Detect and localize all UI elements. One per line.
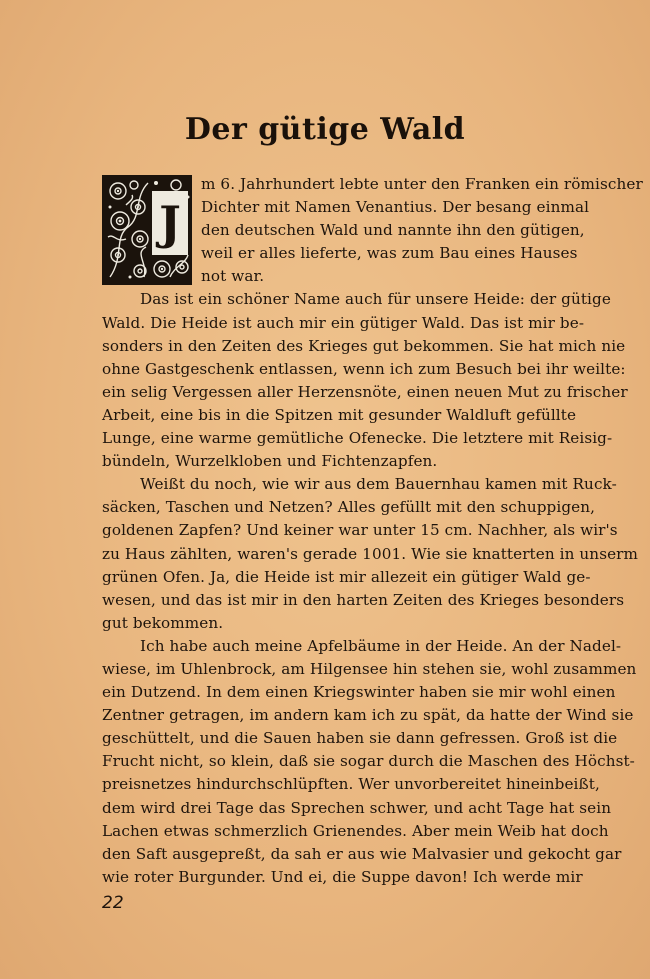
text-line: Ich habe auch meine Apfelbäume in der Heide. An der Nadel- — [140, 636, 622, 655]
text-line: Wald. Die Heide ist auch mir ein gütiger Wald. Das ist mir be- — [102, 313, 585, 332]
text-line: Lachen etwas schmerzlich Grienendes. Aber mein Weib hat doch — [102, 821, 609, 840]
text-line: wesen, und das ist mir in den harten Zeiten des Krieges besonders — [102, 590, 625, 609]
paragraph-3 — [102, 473, 650, 635]
text-line: ohne Gastgeschenk entlassen, wenn ich zum Besuch bei ihr weilte: — [102, 359, 626, 378]
text-line: sonders in den Zeiten des Krieges gut bekommen. Sie hat mich nie — [102, 336, 626, 355]
text-line: den Saft ausgepreßt, da sah er aus wie Malvasier und gekocht gar — [102, 844, 622, 863]
text-line: Weißt du noch, wie wir aus dem Bauernhau kamen mit Ruck- — [140, 475, 617, 494]
text-line: säcken, Taschen und Netzen? Alles gefüllt mit den schuppigen, — [102, 498, 596, 517]
text-line: ein Dutzend. In dem einen Kriegswinter haben sie mir wohl einen — [102, 683, 616, 702]
paragraph-1 — [102, 173, 650, 288]
text-line: bündeln, Wurzelkloben und Fichtenzapfen. — [102, 452, 438, 471]
text-line: wiese, im Uhlenbrock, am Hilgensee hin stehen sie, wohl zusammen — [102, 659, 637, 678]
drop-cap-letter: J — [152, 191, 188, 255]
body-text — [102, 173, 650, 889]
text-line: Dichter mit Namen Venantius. Der besang einmal — [201, 198, 590, 217]
text-line: grünen Ofen. Ja, die Heide ist mir allezeit ein gütiger Wald ge- — [102, 567, 591, 586]
text-line: Zentner getragen, im andern kam ich zu spät, da hatte der Wind sie — [102, 706, 634, 725]
text-line: not war. — [201, 267, 265, 286]
text-line: geschüttelt, und die Sauen haben sie dann gefressen. Groß ist die — [102, 729, 618, 748]
text-line: goldenen Zapfen? Und keiner war unter 15 cm. Nachher, als wir's — [102, 521, 618, 540]
text-line: wie roter Burgunder. Und ei, die Suppe davon! Ich werde mir — [102, 867, 583, 886]
text-line: gut bekommen. — [102, 613, 224, 632]
paragraph-2 — [102, 288, 650, 473]
text-line: dem wird drei Tage das Sprechen schwer, und acht Tage hat sein — [102, 798, 612, 817]
text-line: Arbeit, eine bis in die Spitzen mit gesunder Waldluft gefüllte — [102, 405, 577, 424]
text-line: zu Haus zählten, waren's gerade 1001. Wie sie knatterten in unserm — [102, 544, 639, 563]
text-line: weil er alles lieferte, was zum Bau eines Hauses — [201, 244, 578, 263]
text-line: ein selig Vergessen aller Herzensnöte, einen neuen Mut zu frischer — [102, 382, 628, 401]
page-number: 22 — [102, 893, 124, 913]
chapter-title: Der gütige Wald — [184, 112, 466, 147]
text-line: den deutschen Wald und nannte ihn den gütigen, — [201, 221, 585, 240]
text-line: Lunge, eine warme gemütliche Ofenecke. Die letztere mit Reisig- — [102, 429, 613, 448]
text-line: m 6. Jahrhundert lebte unter den Franken ein römischer — [201, 175, 643, 193]
text-line: Frucht nicht, so klein, daß sie sogar durch die Maschen des Höchst- — [102, 752, 635, 771]
paragraph-4 — [102, 635, 650, 889]
text-line: preisnetzes hindurchschlüpften. Wer unvorbereitet hineinbeißt, — [102, 775, 600, 794]
text-line: Das ist ein schöner Name auch für unsere Heide: der gütige — [140, 290, 611, 309]
